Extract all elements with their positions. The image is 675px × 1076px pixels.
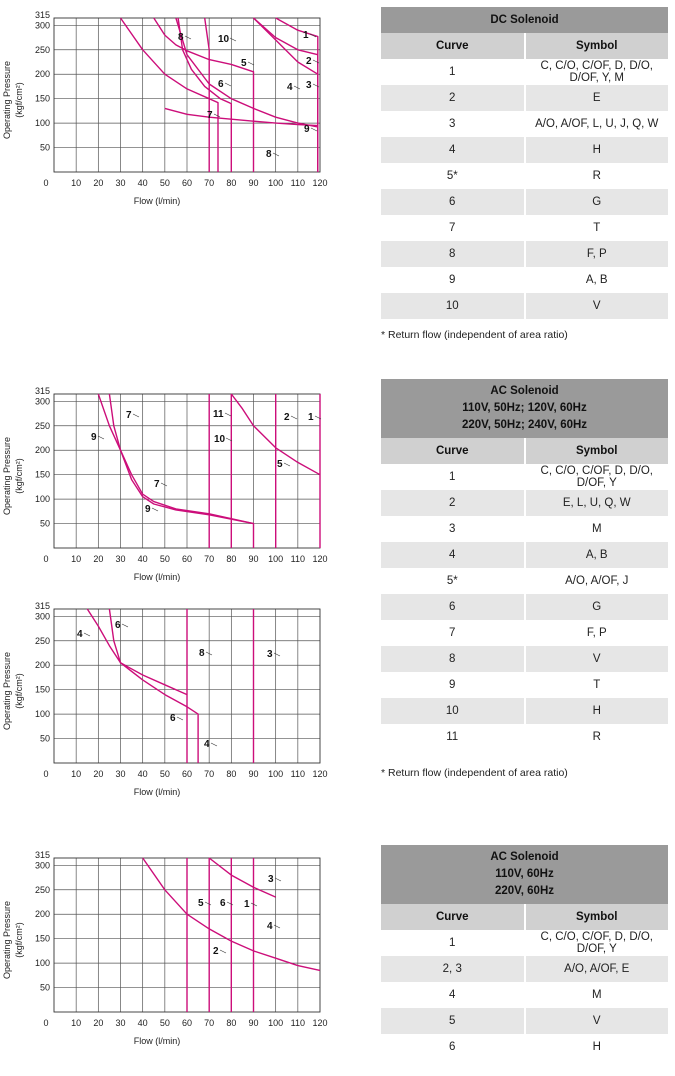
x-axis-label: Flow (l/min)	[133, 572, 181, 582]
symbol-cell: E	[525, 85, 669, 111]
table-row	[381, 215, 668, 241]
table-row	[381, 464, 668, 490]
curve-cell: 10	[381, 698, 525, 724]
leader-line	[274, 925, 280, 928]
x-tick-label: 20	[93, 1018, 104, 1028]
symbol-cell: F, P	[525, 620, 669, 646]
table-row	[381, 930, 668, 956]
x-tick-label: 110	[290, 1018, 306, 1028]
curve-label-2: 2	[213, 946, 219, 957]
symbol-cell: T	[525, 215, 669, 241]
curve-cell: 6	[381, 1034, 525, 1060]
x-tick-label: 70	[204, 554, 215, 564]
leader-line	[284, 463, 290, 466]
y-tick-label: 315	[34, 10, 50, 20]
symbol-cell: R	[525, 163, 669, 189]
x-tick-label: 40	[137, 178, 148, 188]
symbol-cell: A, B	[525, 542, 669, 568]
y-tick-label: 250	[34, 420, 50, 431]
curve-cell: 1	[381, 930, 525, 956]
curve-label-9: 9	[145, 504, 151, 515]
leader-line	[294, 86, 300, 89]
table-row	[381, 542, 668, 568]
x-tick-label: 30	[115, 1018, 126, 1028]
symbol-cell: H	[525, 698, 669, 724]
x-tick-label: 0	[43, 1018, 49, 1028]
curve-label-7: 7	[154, 479, 160, 490]
curve-label-3: 3	[267, 649, 273, 660]
curve-label-4: 4	[267, 921, 273, 932]
symbol-column-header: Symbol	[525, 904, 669, 930]
curve-cell: 9	[381, 672, 525, 698]
table-row	[381, 646, 668, 672]
curve-column-header: Curve	[381, 904, 525, 930]
curve-label-11: 11	[213, 409, 224, 420]
curve-7	[121, 18, 219, 172]
curve-label-3: 3	[268, 874, 274, 885]
dc-solenoid-table	[381, 7, 668, 319]
curve-cell: 11	[381, 724, 525, 750]
x-tick-label: 30	[115, 769, 126, 779]
x-tick-label: 10	[71, 1018, 82, 1028]
y-tick-label: 200	[34, 909, 50, 920]
x-tick-label: 110	[290, 554, 306, 564]
curve-label-8: 8	[178, 32, 184, 43]
x-tick-label: 40	[137, 769, 148, 779]
curve-label-3: 3	[306, 80, 312, 91]
curve-cell: 4	[381, 137, 525, 163]
leader-line	[205, 902, 211, 905]
x-tick-label: 50	[159, 1018, 170, 1028]
y-tick-label: 150	[34, 469, 50, 480]
curve-cell: 3	[381, 516, 525, 542]
x-tick-label: 80	[226, 178, 237, 188]
x-tick-label: 40	[137, 1018, 148, 1028]
x-tick-label: 80	[226, 769, 237, 779]
table-row	[381, 189, 668, 215]
y-tick-label: 200	[34, 69, 50, 80]
curve-label-5: 5	[241, 58, 247, 69]
leader-line	[84, 633, 90, 636]
y-tick-label: 50	[39, 518, 50, 529]
x-tick-label: 90	[248, 178, 259, 188]
x-tick-label: 60	[181, 1018, 193, 1028]
table-row	[381, 85, 668, 111]
footnote: * Return flow (independent of area ratio)	[381, 329, 568, 341]
ac-solenoid-table-60hz	[381, 845, 668, 1060]
curve-label-10: 10	[214, 434, 226, 445]
x-tick-label: 30	[115, 178, 126, 188]
y-tick-label: 250	[34, 635, 50, 646]
x-tick-label: 70	[204, 178, 215, 188]
leader-line	[211, 743, 217, 746]
ac-solenoid-table-50-60hz	[381, 379, 668, 750]
table-row	[381, 724, 668, 750]
leader-line	[152, 508, 158, 511]
curve-label-7: 7	[207, 110, 213, 121]
x-tick-label: 120	[312, 178, 328, 188]
table-row	[381, 1008, 668, 1034]
leader-line	[122, 624, 128, 627]
x-tick-label: 20	[93, 769, 104, 779]
symbol-column-header: Symbol	[525, 33, 669, 59]
curve-cell: 2, 3	[381, 956, 525, 982]
x-tick-label: 90	[248, 554, 259, 564]
table-title: AC Solenoid 110V, 50Hz; 120V, 60Hz 220V, 50Hz; 240V, 60Hz	[381, 379, 668, 438]
y-axis-unit: (kgf/cm²)	[14, 458, 24, 494]
table-row	[381, 516, 668, 542]
x-tick-label: 120	[312, 769, 328, 779]
curve-cell: 9	[381, 267, 525, 293]
curve-cell: 8	[381, 646, 525, 672]
y-axis-unit: (kgf/cm²)	[14, 922, 24, 958]
y-tick-label: 150	[34, 933, 50, 944]
y-tick-label: 50	[39, 142, 50, 153]
y-axis-unit: (kgf/cm²)	[14, 82, 24, 118]
table-row	[381, 293, 668, 319]
curve-3	[209, 858, 276, 897]
curve-cell: 5*	[381, 163, 525, 189]
y-tick-label: 250	[34, 884, 50, 895]
y-tick-label: 100	[34, 118, 50, 129]
curve-label-2: 2	[284, 412, 290, 423]
table-row	[381, 137, 668, 163]
curve-6	[109, 609, 187, 695]
curve-cell: 4	[381, 542, 525, 568]
symbol-cell: E, L, U, Q, W	[525, 490, 669, 516]
curve-label-4: 4	[287, 82, 293, 93]
y-tick-label: 315	[34, 850, 50, 860]
curve-cell: 5*	[381, 568, 525, 594]
y-tick-label: 50	[39, 982, 50, 993]
leader-line	[225, 413, 231, 416]
x-tick-label: 50	[159, 178, 170, 188]
curve-label-5: 5	[198, 898, 204, 909]
table-row	[381, 111, 668, 137]
leader-line	[311, 128, 317, 131]
x-tick-label: 120	[312, 554, 328, 564]
table-row	[381, 594, 668, 620]
symbol-cell: H	[525, 137, 669, 163]
curve-cell: 7	[381, 215, 525, 241]
x-tick-label: 10	[71, 769, 82, 779]
curve-label-1: 1	[308, 412, 314, 423]
leader-line	[230, 38, 236, 41]
curve-cell: 1	[381, 59, 525, 85]
table-title: AC Solenoid 110V, 60Hz 220V, 60Hz	[381, 845, 668, 904]
x-tick-label: 90	[248, 1018, 259, 1028]
x-tick-label: 120	[312, 1018, 328, 1028]
symbol-cell: A/O, A/OF, E	[525, 956, 669, 982]
x-tick-label: 110	[290, 769, 306, 779]
x-tick-label: 20	[93, 178, 104, 188]
curve-cell: 6	[381, 189, 525, 215]
y-tick-label: 250	[34, 44, 50, 55]
x-tick-label: 100	[268, 554, 284, 564]
curve-column-header: Curve	[381, 33, 525, 59]
table-row	[381, 490, 668, 516]
x-tick-label: 20	[93, 554, 104, 564]
table-row	[381, 241, 668, 267]
x-tick-label: 0	[43, 769, 49, 779]
x-tick-label: 40	[137, 554, 148, 564]
y-tick-label: 150	[34, 684, 50, 695]
x-axis-label: Flow (l/min)	[133, 1036, 181, 1046]
symbol-cell: V	[525, 293, 669, 319]
leader-line	[227, 902, 233, 905]
curve-label-1: 1	[244, 899, 250, 910]
curve-cell: 1	[381, 464, 525, 490]
x-tick-label: 60	[181, 554, 193, 564]
curve-label-9: 9	[304, 124, 310, 135]
curve-label-8: 8	[266, 149, 272, 160]
symbol-cell: T	[525, 672, 669, 698]
y-tick-label: 100	[34, 709, 50, 720]
curve-cell: 7	[381, 620, 525, 646]
table-row	[381, 1034, 668, 1060]
symbol-column-header: Symbol	[525, 438, 669, 464]
curve-label-10: 10	[218, 34, 230, 45]
table-title: DC Solenoid	[381, 7, 668, 33]
symbol-cell: G	[525, 189, 669, 215]
y-tick-label: 315	[34, 386, 50, 396]
y-axis-label: Operating Pressure	[2, 900, 12, 980]
y-tick-label: 150	[34, 93, 50, 104]
leader-line	[248, 62, 254, 65]
y-axis-label: Operating Pressure	[2, 436, 12, 516]
x-tick-label: 100	[268, 178, 284, 188]
x-tick-label: 80	[226, 1018, 237, 1028]
leader-line	[214, 114, 220, 117]
x-tick-label: 10	[71, 178, 82, 188]
curve-label-6: 6	[218, 79, 224, 90]
curve-cell: 5	[381, 1008, 525, 1034]
table-row	[381, 982, 668, 1008]
x-tick-label: 100	[268, 1018, 284, 1028]
x-tick-label: 10	[71, 554, 82, 564]
symbol-cell: C, C/O, C/OF, D, D/O, D/OF, Y, M	[525, 59, 669, 85]
curve-7	[98, 394, 253, 524]
curve-cell: 10	[381, 293, 525, 319]
curve-label-5: 5	[277, 459, 283, 470]
x-axis-label: Flow (l/min)	[133, 787, 181, 797]
symbol-cell: A/O, A/OF, L, U, J, Q, W	[525, 111, 669, 137]
y-tick-label: 100	[34, 958, 50, 969]
leader-line	[274, 653, 280, 656]
curve-cell: 3	[381, 111, 525, 137]
x-tick-label: 70	[204, 769, 215, 779]
symbol-cell: G	[525, 594, 669, 620]
curve-label-6: 6	[170, 713, 176, 724]
leader-line	[220, 950, 226, 953]
table-row	[381, 672, 668, 698]
y-tick-label: 200	[34, 660, 50, 671]
x-tick-label: 0	[43, 178, 49, 188]
x-tick-label: 60	[181, 769, 193, 779]
symbol-cell: R	[525, 724, 669, 750]
table-row	[381, 956, 668, 982]
curve-cell: 6	[381, 594, 525, 620]
curve-cell: 8	[381, 241, 525, 267]
curve-label-1: 1	[303, 30, 309, 41]
footnote: * Return flow (independent of area ratio)	[381, 767, 568, 779]
y-axis-unit: (kgf/cm²)	[14, 673, 24, 709]
y-tick-label: 50	[39, 733, 50, 744]
table-row	[381, 568, 668, 594]
x-tick-label: 60	[181, 178, 193, 188]
table-row	[381, 267, 668, 293]
x-tick-label: 50	[159, 554, 170, 564]
curve-8	[205, 18, 210, 172]
curve-label-2: 2	[306, 56, 312, 67]
y-tick-label: 300	[34, 20, 50, 31]
symbol-cell: V	[525, 1008, 669, 1034]
table-row	[381, 620, 668, 646]
symbol-cell: M	[525, 982, 669, 1008]
symbol-cell: V	[525, 646, 669, 672]
y-tick-label: 315	[34, 601, 50, 611]
leader-line	[177, 717, 183, 720]
symbol-cell: H	[525, 1034, 669, 1060]
leader-line	[185, 36, 191, 39]
y-axis-label: Operating Pressure	[2, 60, 12, 140]
y-tick-label: 100	[34, 494, 50, 505]
y-axis-label: Operating Pressure	[2, 651, 12, 731]
y-tick-label: 200	[34, 445, 50, 456]
x-tick-label: 100	[268, 769, 284, 779]
x-tick-label: 50	[159, 769, 170, 779]
curve-label-4: 4	[204, 739, 210, 750]
curve-4	[176, 18, 318, 172]
leader-line	[291, 416, 297, 419]
y-tick-label: 300	[34, 860, 50, 871]
y-tick-label: 300	[34, 611, 50, 622]
curve-label-6: 6	[115, 620, 121, 631]
curve-2	[254, 18, 318, 172]
symbol-cell: C, C/O, C/OF, D, D/O, D/OF, Y	[525, 464, 669, 490]
table-row	[381, 698, 668, 724]
symbol-cell: F, P	[525, 241, 669, 267]
leader-line	[98, 436, 104, 439]
leader-line	[133, 414, 139, 417]
x-tick-label: 30	[115, 554, 126, 564]
x-tick-label: 110	[290, 178, 306, 188]
symbol-cell: M	[525, 516, 669, 542]
x-tick-label: 70	[204, 1018, 215, 1028]
curve-label-4: 4	[77, 629, 83, 640]
x-tick-label: 0	[43, 554, 49, 564]
symbol-cell: A, B	[525, 267, 669, 293]
x-tick-label: 90	[248, 769, 259, 779]
curve-cell: 4	[381, 982, 525, 1008]
table-row	[381, 163, 668, 189]
curve-label-7: 7	[126, 410, 132, 421]
x-tick-label: 80	[226, 554, 237, 564]
curve-label-8: 8	[199, 648, 205, 659]
curve-label-6: 6	[220, 898, 226, 909]
curve-cell: 2	[381, 85, 525, 111]
symbol-cell: C, C/O, C/OF, D, D/O, D/OF, Y	[525, 930, 669, 956]
curve-5	[154, 18, 254, 172]
table-row	[381, 59, 668, 85]
curve-cell: 2	[381, 490, 525, 516]
curve-3	[254, 18, 318, 172]
symbol-cell: A/O, A/OF, J	[525, 568, 669, 594]
curve-column-header: Curve	[381, 438, 525, 464]
x-axis-label: Flow (l/min)	[133, 196, 181, 206]
leader-line	[225, 83, 231, 86]
curve-label-9: 9	[91, 432, 97, 443]
leader-line	[161, 483, 167, 486]
y-tick-label: 300	[34, 396, 50, 407]
